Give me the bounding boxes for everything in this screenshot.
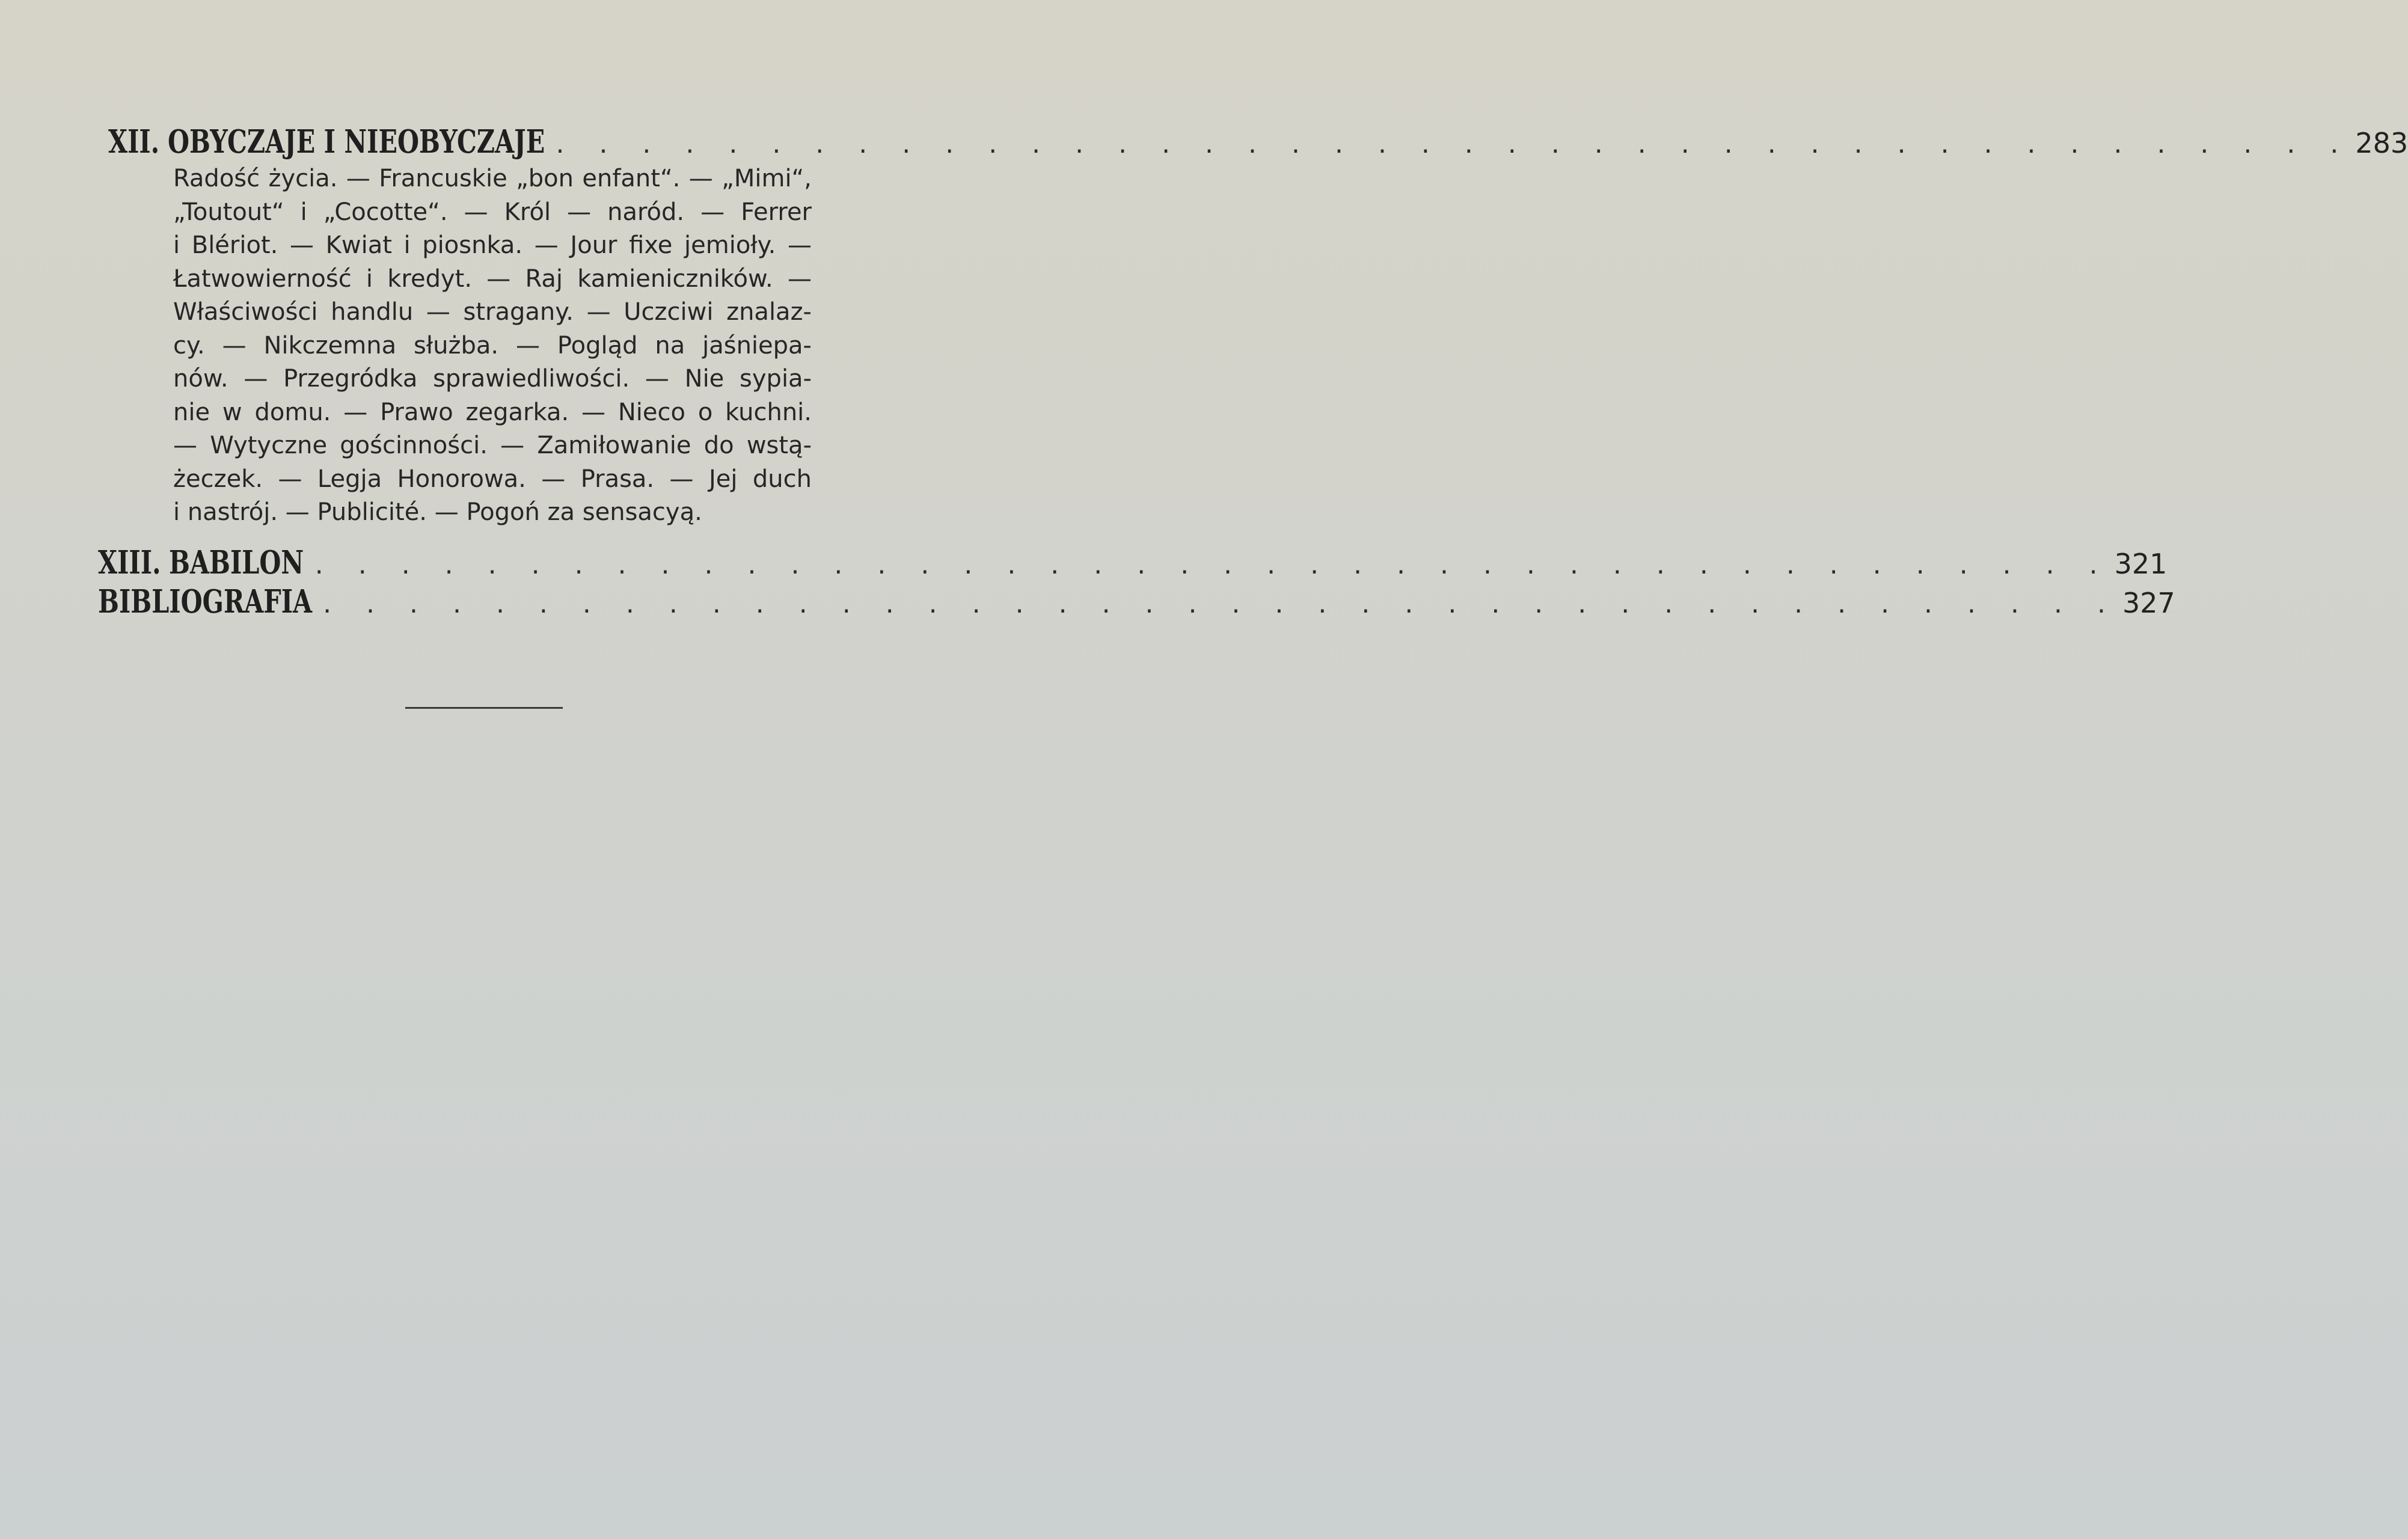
chapter-summary (173, 162, 812, 530)
dot-leader: . . . . . . . . . . . . . . . . . . . . . . . . . . . . . . . . . . . . . . . . . . (323, 589, 2119, 619)
summary-line: i nastrój. — Publicité. — Pogoń za sensacyą. (173, 498, 702, 526)
summary-line: nie w domu. — Prawo zegarka. — Nieco o kuchni. (173, 398, 812, 426)
section-title: BIBLIOGRAFIA (98, 583, 313, 620)
summary-line: Właściwości handlu — stragany. — Uczciwi znalaz- (173, 298, 812, 326)
summary-line: Radość życia. — Francuskie „bon enfant“. — „Mimi“, (173, 165, 812, 192)
page-number: 327 (2122, 587, 2175, 619)
page-number: 321 (2114, 548, 2168, 580)
chapter-title: OBYCZAJE I NIEOBYCZAJE (168, 123, 545, 161)
closing-rule (405, 707, 563, 709)
chapter-title: BABILON (169, 544, 304, 581)
toc-entry-chapter-xiii (98, 544, 2168, 581)
summary-line: nów. — Przegródka sprawiedliwości. — Nie sypia- (173, 365, 812, 393)
chapter-number: XII. (108, 123, 160, 161)
summary-line: — Wytyczne gościnności. — Zamiłowanie do wstą- (173, 432, 812, 459)
summary-line: cy. — Nikczemna służba. — Pogląd na jaśniepa- (173, 331, 812, 360)
toc-entry-bibliography (98, 583, 2175, 620)
summary-line: Łatwowierność i kredyt. — Raj kamieniczników. — (173, 265, 812, 293)
dot-leader: . . . . . . . . . . . . . . . . . . . . . . . . . . . . . . . . . . . . . . . . . . (314, 549, 2111, 580)
summary-line: „Toutout“ i „Cocotte“. — Król — naród. — Ferrer (173, 198, 812, 226)
summary-line: i Blériot. — Kwiat i piosnka. — Jour fixe jemioły. — (173, 231, 812, 259)
dot-leader: . . . . . . . . . . . . . . . . . . . . . . . . . . . . . . . . . . . . . . . . . . (556, 129, 2352, 159)
chapter-number: XIII. (98, 544, 161, 581)
summary-line: żeczek. — Legja Honorowa. — Prasa. — Jej duch (173, 465, 812, 493)
page-number: 283 (2355, 127, 2408, 159)
toc-entry-chapter-xii (108, 123, 2408, 161)
